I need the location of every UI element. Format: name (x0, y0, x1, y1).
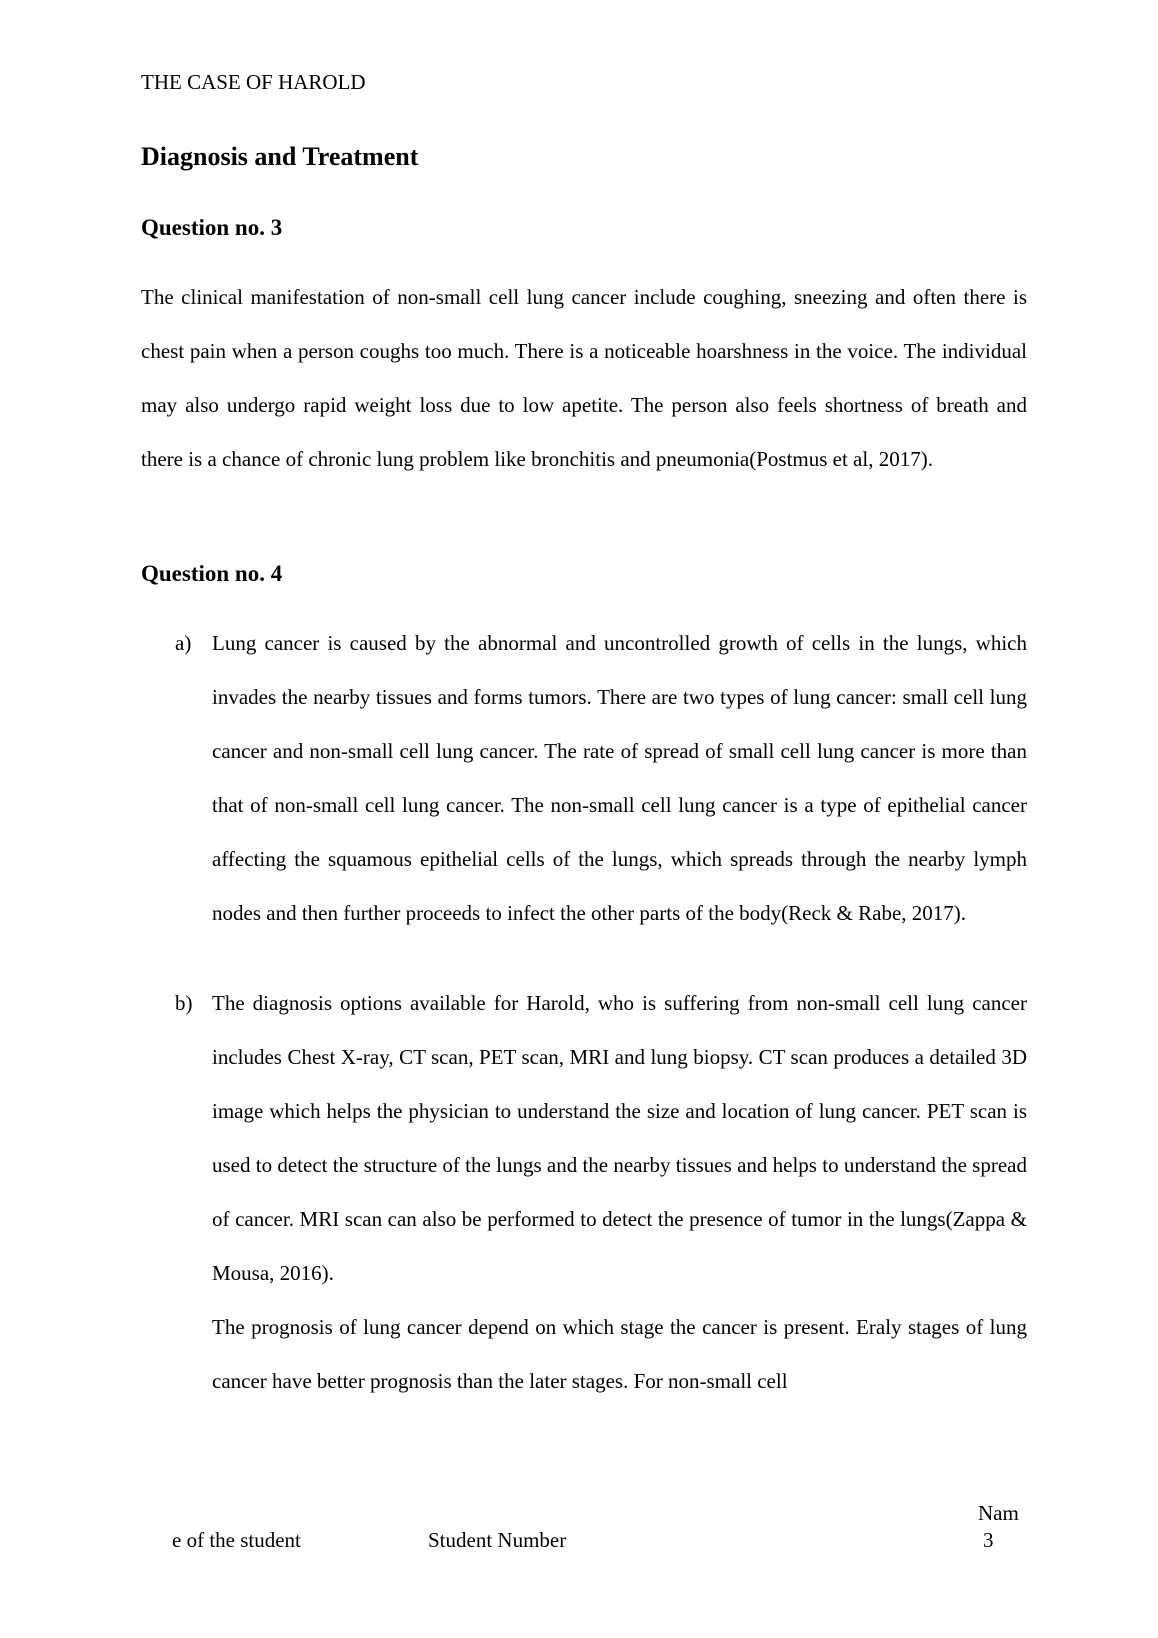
list-marker-a: a) (175, 631, 192, 655)
list-marker-b: b) (175, 991, 193, 1015)
list-item-a-text: Lung cancer is caused by the abnormal and uncontrolled growth of cells in the lungs, which invades the nearby tissues and forms tumors. There are two types of lung cancer: small cell lung cancer and non-small cell lung cancer. The rate of spread of small cell lung cancer is more than that of non-small cell lung cancer. The non-small cell lung cancer is a type of epithelial cancer affecting the squamous epithelial cells of the lungs, which spreads through the nearby lymph nodes and then further proceeds to infect the other parts of the body(Reck & Rabe, 2017). (212, 631, 1027, 925)
footer-student-number: Student Number (428, 1528, 567, 1552)
running-header: THE CASE OF HAROLD (141, 70, 366, 94)
footer-name-part1: Nam (978, 1501, 1019, 1525)
footer-name-part2: e of the student (172, 1528, 301, 1552)
list-item-b-continuation: The prognosis of lung cancer depend on which stage the cancer is present. Eraly stages of lung cancer have better prognosis than the later stages. For non-small cell (212, 1315, 1027, 1393)
question-4-heading: Question no. 4 (141, 561, 283, 586)
list-item-a (175, 616, 1027, 940)
list-item-b-text: The diagnosis options available for Harold, who is suffering from non-small cell lung cancer includes Chest X-ray, CT scan, PET scan, MRI and lung biopsy. CT scan produces a detailed 3D image which helps the physician to understand the size and location of lung cancer. PET scan is used to detect the structure of the lungs and the nearby tissues and helps to understand the spread of cancer. MRI scan can also be performed to detect the presence of tumor in the lungs(Zappa & Mousa, 2016). (212, 991, 1027, 1285)
question-3-paragraph: The clinical manifestation of non-small cell lung cancer include coughing, sneezing and often there is chest pain when a person coughs too much. There is a noticeable hoarshness in the voice. The individual may also undergo rapid weight loss due to low apetite. The person also feels shortness of breath and there is a chance of chronic lung problem like bronchitis and pneumonia(Postmus et al, 2017). (141, 285, 1027, 471)
list-item-b (175, 976, 1027, 1408)
footer-page-number: 3 (983, 1528, 994, 1552)
question-3-heading: Question no. 3 (141, 215, 283, 240)
section-title: Diagnosis and Treatment (141, 142, 419, 171)
